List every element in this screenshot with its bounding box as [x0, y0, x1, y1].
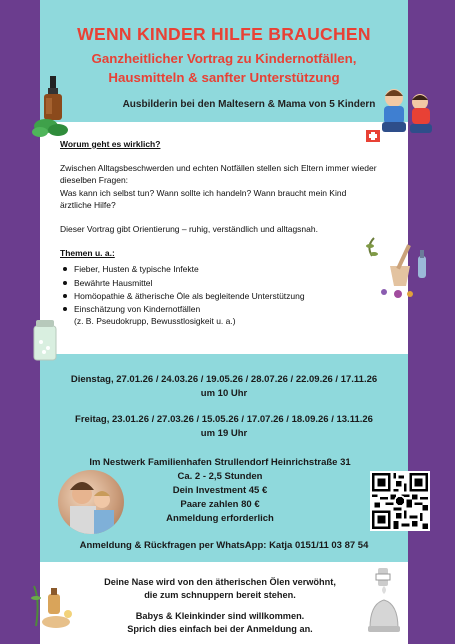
list-item: Einschätzung von Kindernotfällen (z. B. Pseudokrupp, Bewusstlosigkeit u. a.)	[60, 303, 380, 327]
friday-dates-list: Freitag, 23.01.26 / 27.03.26 / 15.05.26 / 17.07.26 / 18.09.26 / 13.11.26	[75, 414, 373, 425]
list-item: Fieber, Husten & typische Infekte	[60, 263, 380, 275]
friday-time: um 19 Uhr	[200, 428, 248, 439]
diffuser-icon	[364, 568, 404, 634]
list-item-subtext: (z. B. Pseudokrupp, Bewusstlosigkeit u. a.)	[74, 316, 236, 327]
topics-heading: Themen u. a.:	[60, 248, 115, 259]
page-title: WENN KINDER HILFE BRAUCHEN	[77, 24, 371, 44]
intro-paragraph-3: Dieser Vortrag gibt Orientierung – ruhig, verständlich und alltagsnah.	[60, 224, 318, 235]
tuesday-dates	[40, 373, 408, 401]
footer-line-1: Deine Nase wird von den ätherischen Ölen verwöhnt,	[104, 577, 336, 587]
venue-couples-price: Paare zahlen 80 €	[180, 499, 260, 510]
intro-paragraph-1: Zwischen Alltagsbeschwerden und echten Notfällen stellen sich Eltern immer wieder dieselben Fragen:	[60, 163, 377, 186]
page-subtitle	[40, 49, 408, 87]
footer-line-3: Babys & Kleinkinder sind willkommen.	[135, 611, 305, 621]
jar-icon	[30, 318, 60, 362]
footer-notes	[70, 576, 370, 636]
trainer-info: Ausbilderin bei den Maltesern & Mama von 5 Kindern	[122, 99, 376, 110]
intro-heading: Worum geht es wirklich?	[60, 139, 161, 149]
list-item: Bewährte Hausmittel	[60, 277, 380, 289]
flyer	[40, 0, 408, 644]
venue-registration: Anmeldung erforderlich	[166, 513, 274, 524]
footer-line-4: Sprich dies einfach bei der Anmeldung an.	[127, 624, 313, 634]
intro-content	[60, 138, 380, 328]
friday-dates	[40, 413, 408, 441]
venue-duration: Ca. 2 - 2,5 Stunden	[177, 471, 263, 482]
tuesday-time: um 10 Uhr	[200, 388, 248, 399]
venue-place: Im Nestwerk Familienhafen Strullendorf Heinrichstraße 31	[89, 457, 351, 468]
subtitle-line-2: Hausmitteln & sanfter Unterstützung	[108, 70, 340, 85]
whatsapp-qr-code[interactable]	[370, 471, 430, 531]
whatsapp-contact: Anmeldung & Rückfragen per WhatsApp: Katja 0151/11 03 87 54	[79, 540, 369, 551]
oil-bottle-icon	[32, 76, 82, 138]
mother-child-photo	[58, 470, 124, 534]
list-item: Homöopathie & ätherische Öle als begleitende Unterstützung	[60, 290, 380, 302]
intro-paragraph-2: Was kann ich selbst tun? Wann sollte ich handeln? Wann braucht mein Kind ärztliche Hilfe?	[60, 187, 347, 210]
subtitle-line-1: Ganzheitlicher Vortrag zu Kindernotfällen,	[91, 51, 357, 66]
tuesday-dates-list: Dienstag, 27.01.26 / 24.03.26 / 19.05.26 / 28.07.26 / 22.09.26 / 17.11.26	[70, 374, 378, 385]
topics-list	[60, 263, 380, 327]
footer-line-2: die zum schnuppern bereit stehen.	[144, 590, 296, 600]
venue-price: Dein Investment 45 €	[172, 485, 268, 496]
